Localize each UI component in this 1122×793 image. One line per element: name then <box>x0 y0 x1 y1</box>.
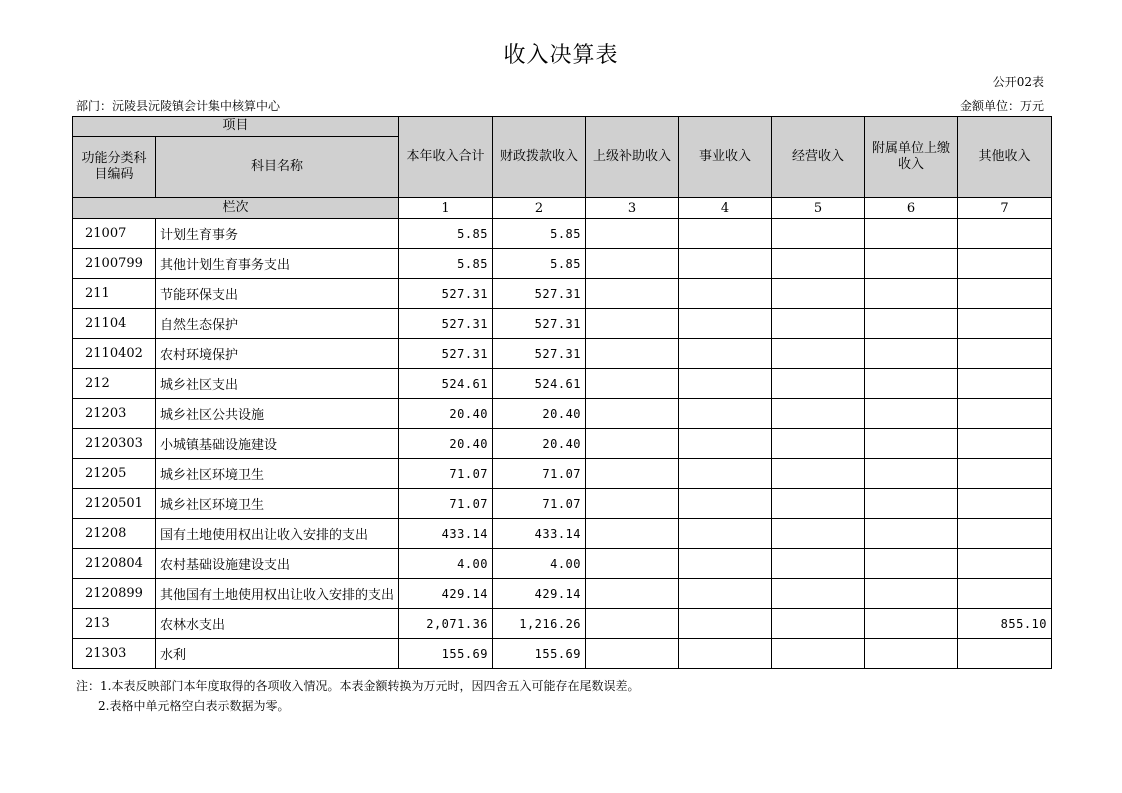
cell-c2: 71.07 <box>493 489 586 519</box>
table-row <box>73 639 1052 669</box>
table-row <box>73 489 1052 519</box>
cell-c7 <box>958 579 1052 609</box>
cell-name: 计划生育事务 <box>156 219 399 249</box>
income-table <box>72 116 1052 669</box>
cell-c1: 5.85 <box>399 219 493 249</box>
cell-c3 <box>586 549 679 579</box>
cell-c2: 527.31 <box>493 339 586 369</box>
cell-c4 <box>679 609 772 639</box>
cell-code: 2120303 <box>73 429 156 459</box>
report-title: 收入决算表 <box>503 43 619 68</box>
cell-c4 <box>679 489 772 519</box>
cell-c7 <box>958 279 1052 309</box>
header-item: 项目 <box>73 117 399 137</box>
footnote-1: 注：1.本表反映部门本年度取得的各项收入情况。本表金额转换为万元时，因四舍五入可能存在尾数误差。 <box>76 679 640 693</box>
cell-c6 <box>865 519 958 549</box>
form-number: 公开02表 <box>992 75 1044 89</box>
cell-name: 城乡社区环境卫生 <box>156 489 399 519</box>
cell-c1: 71.07 <box>399 489 493 519</box>
cell-c3 <box>586 219 679 249</box>
table-row <box>73 519 1052 549</box>
header-col-5: 经营收入 <box>772 117 865 198</box>
cell-c5 <box>772 579 865 609</box>
cell-c6 <box>865 459 958 489</box>
cell-c1: 2,071.36 <box>399 609 493 639</box>
cell-c2: 429.14 <box>493 579 586 609</box>
cell-c5 <box>772 309 865 339</box>
cell-c4 <box>679 369 772 399</box>
table-row <box>73 459 1052 489</box>
cell-name: 农村环境保护 <box>156 339 399 369</box>
cell-c5 <box>772 459 865 489</box>
cell-c4 <box>679 219 772 249</box>
cell-c5 <box>772 249 865 279</box>
cell-name: 其他计划生育事务支出 <box>156 249 399 279</box>
cell-c6 <box>865 309 958 339</box>
cell-c5 <box>772 369 865 399</box>
cell-name: 农村基础设施建设支出 <box>156 549 399 579</box>
col-num-3: 3 <box>586 198 679 219</box>
cell-name: 城乡社区环境卫生 <box>156 459 399 489</box>
cell-c1: 527.31 <box>399 279 493 309</box>
cell-name: 国有土地使用权出让收入安排的支出 <box>156 519 399 549</box>
header-name: 科目名称 <box>156 137 399 198</box>
cell-c5 <box>772 639 865 669</box>
cell-c5 <box>772 339 865 369</box>
cell-c1: 524.61 <box>399 369 493 399</box>
cell-c2: 155.69 <box>493 639 586 669</box>
table-row <box>73 219 1052 249</box>
header-col-4: 事业收入 <box>679 117 772 198</box>
table-row <box>73 309 1052 339</box>
cell-c4 <box>679 519 772 549</box>
cell-c3 <box>586 519 679 549</box>
cell-c6 <box>865 399 958 429</box>
cell-c5 <box>772 429 865 459</box>
header-code: 功能分类科目编码 <box>73 137 156 198</box>
cell-c7 <box>958 219 1052 249</box>
cell-c6 <box>865 219 958 249</box>
header-col-3: 上级补助收入 <box>586 117 679 198</box>
cell-c2: 5.85 <box>493 219 586 249</box>
col-num-1: 1 <box>399 198 493 219</box>
cell-c1: 5.85 <box>399 249 493 279</box>
cell-code: 2110402 <box>73 339 156 369</box>
cell-c4 <box>679 399 772 429</box>
cell-c3 <box>586 339 679 369</box>
cell-c7 <box>958 459 1052 489</box>
cell-code: 21007 <box>73 219 156 249</box>
cell-name: 自然生态保护 <box>156 309 399 339</box>
cell-c7 <box>958 489 1052 519</box>
cell-c3 <box>586 369 679 399</box>
cell-c2: 4.00 <box>493 549 586 579</box>
cell-code: 21203 <box>73 399 156 429</box>
footnotes <box>76 676 639 716</box>
cell-c1: 155.69 <box>399 639 493 669</box>
cell-c4 <box>679 249 772 279</box>
cell-c5 <box>772 609 865 639</box>
header-col-1: 本年收入合计 <box>399 117 493 198</box>
cell-c5 <box>772 279 865 309</box>
cell-code: 21303 <box>73 639 156 669</box>
table-row <box>73 279 1052 309</box>
cell-code: 212 <box>73 369 156 399</box>
cell-c1: 4.00 <box>399 549 493 579</box>
cell-c7 <box>958 519 1052 549</box>
col-num-4: 4 <box>679 198 772 219</box>
cell-code: 21104 <box>73 309 156 339</box>
cell-c3 <box>586 399 679 429</box>
cell-c4 <box>679 279 772 309</box>
cell-code: 21205 <box>73 459 156 489</box>
cell-c6 <box>865 339 958 369</box>
col-num-5: 5 <box>772 198 865 219</box>
cell-code: 2120804 <box>73 549 156 579</box>
cell-c1: 527.31 <box>399 309 493 339</box>
table-row <box>73 339 1052 369</box>
table-row <box>73 579 1052 609</box>
cell-c1: 20.40 <box>399 429 493 459</box>
cell-name: 农林水支出 <box>156 609 399 639</box>
cell-c4 <box>679 549 772 579</box>
table-row <box>73 609 1052 639</box>
cell-c4 <box>679 339 772 369</box>
cell-c3 <box>586 279 679 309</box>
cell-name: 城乡社区公共设施 <box>156 399 399 429</box>
cell-c1: 433.14 <box>399 519 493 549</box>
cell-c2: 20.40 <box>493 399 586 429</box>
cell-c2: 5.85 <box>493 249 586 279</box>
department-label: 部门：沅陵县沅陵镇会计集中核算中心 <box>76 99 281 113</box>
cell-c2: 1,216.26 <box>493 609 586 639</box>
cell-c3 <box>586 309 679 339</box>
cell-c4 <box>679 429 772 459</box>
cell-c6 <box>865 639 958 669</box>
cell-c6 <box>865 429 958 459</box>
cell-c6 <box>865 609 958 639</box>
cell-code: 2120899 <box>73 579 156 609</box>
cell-c2: 433.14 <box>493 519 586 549</box>
cell-c6 <box>865 279 958 309</box>
table-row <box>73 549 1052 579</box>
cell-c7: 855.10 <box>958 609 1052 639</box>
cell-c5 <box>772 489 865 519</box>
cell-code: 211 <box>73 279 156 309</box>
cell-c6 <box>865 249 958 279</box>
cell-c3 <box>586 459 679 489</box>
cell-c1: 429.14 <box>399 579 493 609</box>
cell-name: 城乡社区支出 <box>156 369 399 399</box>
cell-c6 <box>865 369 958 399</box>
header-col-7: 其他收入 <box>958 117 1052 198</box>
cell-c7 <box>958 369 1052 399</box>
header-lanci: 栏次 <box>73 198 399 219</box>
cell-c4 <box>679 579 772 609</box>
table-row <box>73 399 1052 429</box>
cell-c4 <box>679 639 772 669</box>
cell-name: 其他国有土地使用权出让收入安排的支出 <box>156 579 399 609</box>
cell-c5 <box>772 399 865 429</box>
cell-c7 <box>958 249 1052 279</box>
cell-c2: 71.07 <box>493 459 586 489</box>
cell-c7 <box>958 549 1052 579</box>
cell-code: 213 <box>73 609 156 639</box>
cell-c7 <box>958 399 1052 429</box>
cell-c1: 527.31 <box>399 339 493 369</box>
cell-c3 <box>586 579 679 609</box>
amount-unit-label: 金额单位：万元 <box>959 99 1044 113</box>
col-num-2: 2 <box>493 198 586 219</box>
cell-c2: 20.40 <box>493 429 586 459</box>
cell-name: 节能环保支出 <box>156 279 399 309</box>
cell-code: 2100799 <box>73 249 156 279</box>
cell-c2: 527.31 <box>493 279 586 309</box>
cell-c5 <box>772 549 865 579</box>
cell-c5 <box>772 219 865 249</box>
cell-c3 <box>586 639 679 669</box>
cell-c2: 524.61 <box>493 369 586 399</box>
cell-c2: 527.31 <box>493 309 586 339</box>
cell-c3 <box>586 489 679 519</box>
cell-c3 <box>586 249 679 279</box>
cell-name: 小城镇基础设施建设 <box>156 429 399 459</box>
col-num-6: 6 <box>865 198 958 219</box>
cell-c6 <box>865 549 958 579</box>
header-col-6: 附属单位上缴收入 <box>865 117 958 198</box>
cell-c7 <box>958 639 1052 669</box>
cell-c3 <box>586 429 679 459</box>
cell-c7 <box>958 309 1052 339</box>
cell-c4 <box>679 309 772 339</box>
table-row <box>73 369 1052 399</box>
header-col-2: 财政拨款收入 <box>493 117 586 198</box>
cell-code: 21208 <box>73 519 156 549</box>
cell-c7 <box>958 339 1052 369</box>
cell-code: 2120501 <box>73 489 156 519</box>
table-row <box>73 249 1052 279</box>
cell-c7 <box>958 429 1052 459</box>
cell-c6 <box>865 489 958 519</box>
cell-c4 <box>679 459 772 489</box>
cell-name: 水利 <box>156 639 399 669</box>
col-num-7: 7 <box>958 198 1052 219</box>
cell-c1: 20.40 <box>399 399 493 429</box>
footnote-2: 2.表格中单元格空白表示数据为零。 <box>98 699 290 713</box>
table-row <box>73 429 1052 459</box>
cell-c3 <box>586 609 679 639</box>
cell-c6 <box>865 579 958 609</box>
cell-c1: 71.07 <box>399 459 493 489</box>
cell-c5 <box>772 519 865 549</box>
